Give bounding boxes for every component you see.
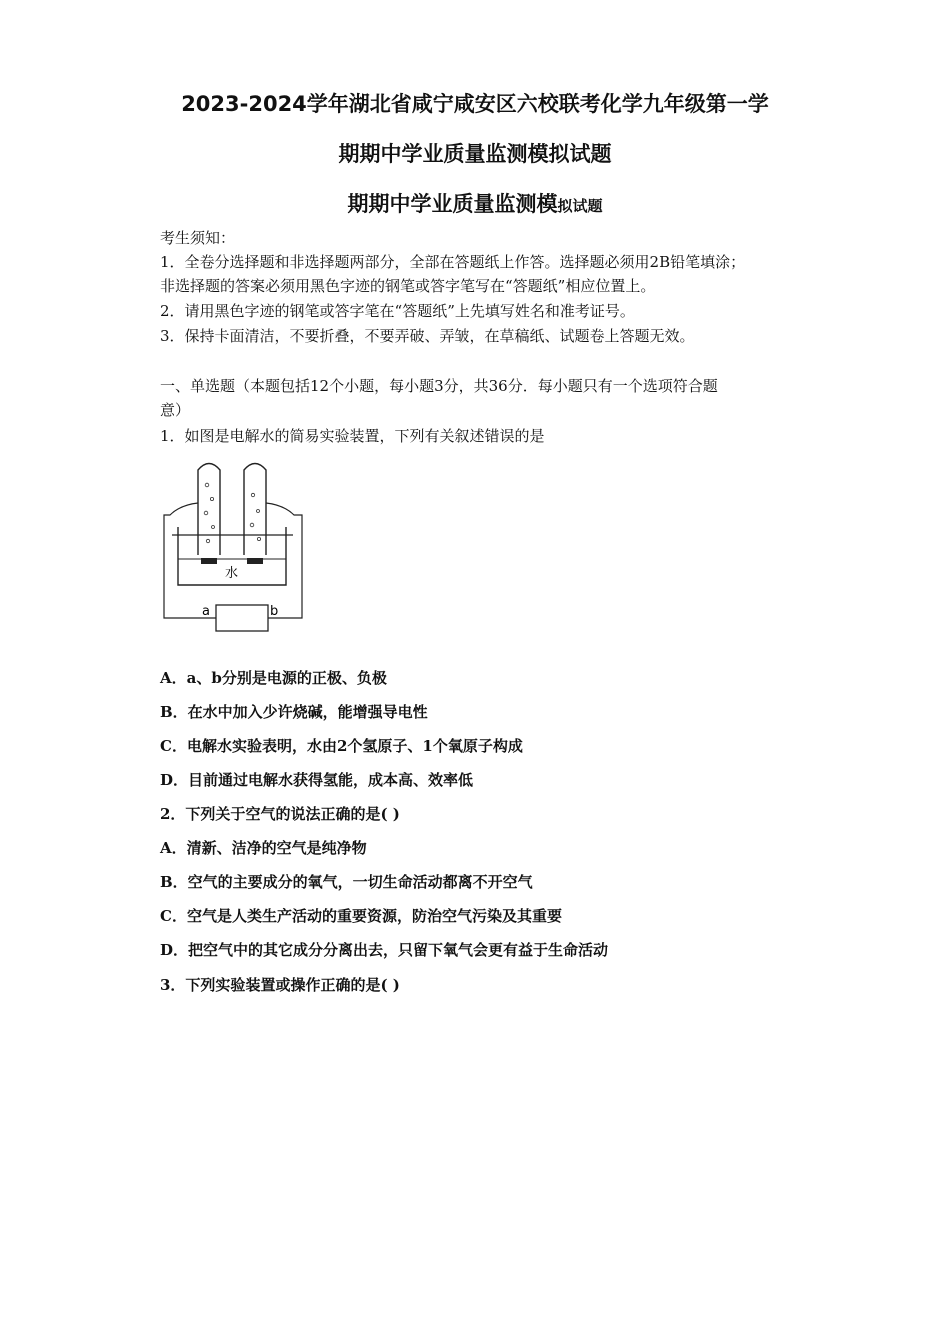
- exam-subtitle-small: 拟试题: [557, 197, 603, 215]
- exam-title-line-1: 2023-2024学年湖北省咸宁咸安区六校联考化学九年级第一学: [181, 92, 769, 116]
- notice-item-2: 2．请用黑色字迹的钢笔或答字笔在“答题纸”上先填写姓名和准考证号。: [160, 302, 635, 320]
- left-test-tube: [198, 464, 220, 556]
- question-1-stem: 1．如图是电解水的简易实验装置，下列有关叙述错误的是: [160, 427, 545, 445]
- gas-bubbles: [204, 483, 260, 543]
- exam-subtitle-main: 期期中学业质量监测模: [347, 192, 558, 216]
- terminal-b-label: b: [270, 604, 279, 619]
- right-test-tube: [244, 464, 266, 556]
- question-1-option-b: B．在水中加入少许烧碱，能增强导电性: [160, 703, 428, 721]
- question-2-stem: 2．下列关于空气的说法正确的是( ): [160, 805, 400, 823]
- notice-heading: 考生须知：: [160, 229, 236, 247]
- question-2-option-b: B．空气的主要成分的氧气，一切生命活动都离不开空气: [160, 873, 533, 891]
- terminal-a-label: a: [202, 604, 210, 619]
- section-heading-line-1: 一、单选题（本题包括12个小题，每小题3分，共36分．每小题只有一个选项符合题: [160, 377, 718, 395]
- question-1-option-c: C．电解水实验表明，水由2个氢原子、1个氧原子构成: [160, 737, 523, 755]
- question-3-stem: 3．下列实验装置或操作正确的是( ): [160, 976, 400, 994]
- notice-item-1-line-2: 非选择题的答案必须用黑色字迹的钢笔或答字笔写在“答题纸”相应位置上。: [160, 277, 656, 295]
- right-electrode: [247, 558, 263, 564]
- exam-title-line-2: 期期中学业质量监测模拟试题: [338, 142, 612, 166]
- question-1-option-d: D．目前通过电解水获得氢能，成本高、效率低: [160, 771, 474, 789]
- wire-b: [266, 503, 302, 618]
- question-1-option-a: A．a、b分别是电源的正极、负极: [160, 669, 387, 687]
- question-2-option-a: A．清新、洁净的空气是纯净物: [160, 839, 367, 857]
- question-2-option-c: C．空气是人类生产活动的重要资源，防治空气污染及其重要: [160, 907, 562, 925]
- notice-item-3: 3．保持卡面清洁，不要折叠，不要弄破、弄皱，在草稿纸、试题卷上答题无效。: [160, 327, 695, 345]
- water-label: 水: [225, 566, 239, 581]
- exam-subtitle: [0, 188, 950, 218]
- question-2-option-d: D．把空气中的其它成分分离出去，只留下氧气会更有益于生命活动: [160, 941, 609, 959]
- electrolysis-apparatus-figure: [158, 455, 308, 635]
- section-heading-line-2: 意）: [160, 401, 191, 419]
- power-source: [216, 605, 268, 631]
- notice-item-1-line-1: 1．全卷分选择题和非选择题两部分，全部在答题纸上作答。选择题必须用2B铅笔填涂；: [160, 253, 746, 271]
- left-electrode: [201, 558, 217, 564]
